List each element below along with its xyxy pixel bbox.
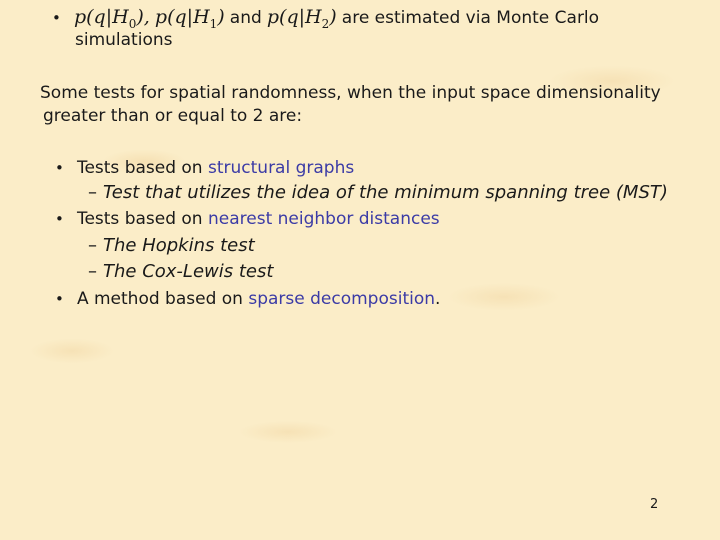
subitem-cox-lewis [88, 261, 273, 282]
bullet-suffix: . [435, 289, 441, 309]
dash-marker: – [88, 261, 97, 282]
math-p-q-h2: $p(q|H_2)$ [266, 6, 337, 31]
paragraph-line-2: greater than or equal to 2 are: [43, 106, 303, 126]
bullet-line-1-wrap: simulations [75, 30, 173, 50]
bullet-dot: • [55, 290, 64, 308]
bullet-line-1 [52, 6, 599, 31]
subitem-hopkins [88, 235, 255, 256]
bullet-prefix: Tests based on [76, 209, 208, 229]
subitem-mst [88, 182, 668, 203]
bullet-structural-graphs [55, 158, 354, 178]
bullet-prefix: Tests based on [76, 158, 208, 178]
dash-marker: – [88, 235, 97, 256]
bullet-prefix: A method based on [76, 289, 249, 309]
tail-text: are estimated via Monte Carlo [341, 8, 600, 28]
bullet-highlight: nearest neighbor distances [208, 209, 440, 229]
subitem-text: The Cox-Lewis test [103, 261, 274, 282]
bullet-dot: • [55, 159, 64, 177]
bullet-sparse-decomposition [55, 289, 440, 309]
subitem-text: The Hopkins test [103, 235, 255, 256]
bullet-highlight: sparse decomposition [248, 289, 436, 309]
and-text: and [229, 8, 262, 28]
math-p-q-h1: $p(q|H_1)$ [154, 6, 225, 31]
bullet-nearest-neighbor [55, 209, 440, 229]
bullet-highlight: structural graphs [208, 158, 355, 178]
page-number: 2 [650, 497, 659, 512]
subitem-text: Test that utilizes the idea of the minimum spanning tree (MST) [103, 182, 668, 203]
dash-marker: – [88, 182, 97, 203]
paragraph-line-1: Some tests for spatial randomness, when the input space dimensionality [40, 83, 661, 103]
math-p-q-h0: $p(q|H_0)$, [73, 6, 150, 31]
bullet-dot: • [55, 210, 64, 228]
bullet-dot: • [52, 9, 61, 27]
